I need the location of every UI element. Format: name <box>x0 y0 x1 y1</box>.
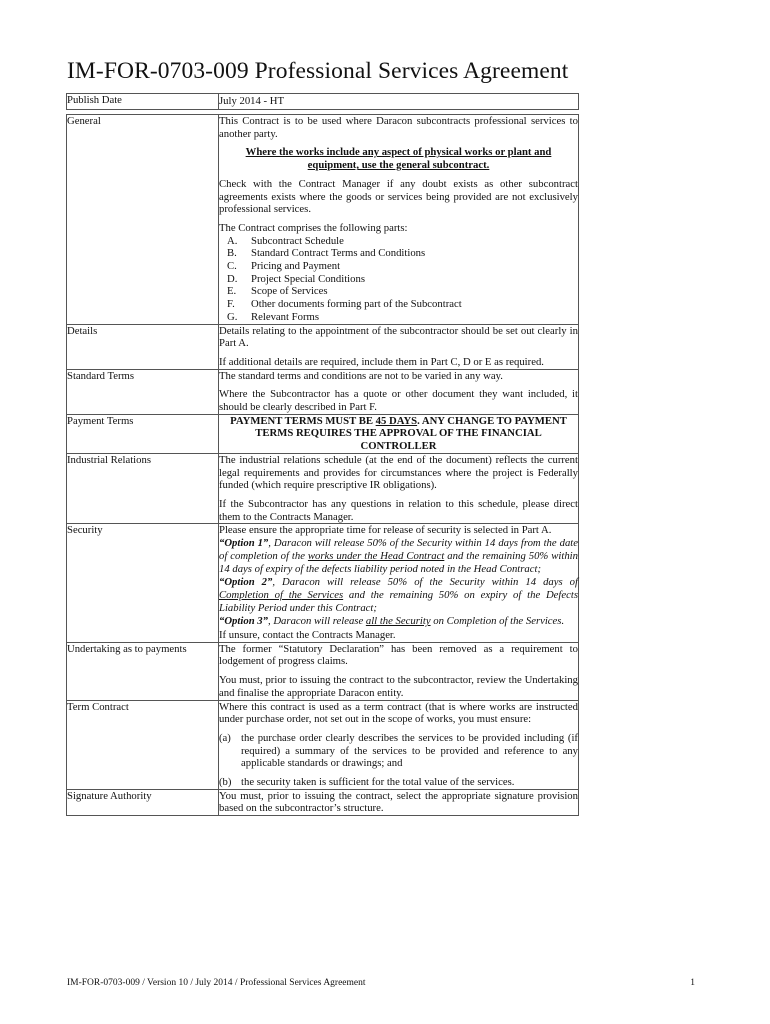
parts-list <box>227 235 578 324</box>
row-term-contract <box>67 700 579 789</box>
row-content-signature-authority <box>219 789 579 815</box>
list-item: A. Subcontract Schedule <box>227 234 344 247</box>
ir-text-1: The industrial relations schedule (at the end of the document) reflects the current legal requirements and provides for circumstances where the project is Federally funded (which require prescriptive IR obligations). <box>219 453 578 492</box>
list-item: C. Pricing and Payment <box>227 260 341 273</box>
publish-date-value: July 2014 - HT <box>219 94 579 110</box>
row-content-general <box>219 115 579 325</box>
standard-terms-text-1: The standard terms and conditions are not to be varied in any way. <box>219 369 503 382</box>
row-content-details <box>219 324 579 369</box>
ir-text-2: If the Subcontractor has any questions in relation to this schedule, please direct them to the Contracts Manager. <box>219 497 578 523</box>
list-item: B. Standard Contract Terms and Conditions <box>227 247 426 260</box>
row-label-industrial-relations: Industrial Relations <box>67 453 219 524</box>
row-label-term-contract: Term Contract <box>67 700 219 789</box>
guidance-table <box>66 114 579 816</box>
general-intro: This Contract is to be used where Daracon subcontracts professional services to another party. <box>219 115 578 140</box>
page-number: 1 <box>690 978 695 988</box>
row-content-undertaking <box>219 642 579 700</box>
row-security <box>67 524 579 642</box>
list-item: D. Project Special Conditions <box>227 272 365 285</box>
undertaking-text-2: You must, prior to issuing the contract to the subcontractor, review the Undertaking and finalise the appropriate Daracon entity. <box>219 674 578 699</box>
row-content-security <box>219 524 579 642</box>
general-warning: Where the works include any aspect of physical works or plant and equipment, use the general subcontract. <box>245 146 552 172</box>
security-option-3: “Option 3”, Daracon will release all the Security on Completion of the Services. <box>219 615 565 628</box>
row-general <box>67 115 579 325</box>
list-item: G. Relevant Forms <box>227 310 319 323</box>
row-industrial-relations <box>67 453 579 524</box>
row-label-general: General <box>67 115 219 325</box>
payment-days: 45 DAYS <box>375 414 418 427</box>
signature-text: You must, prior to issuing the contract, select the appropriate signature provision based on the subcontractor’s structure. <box>219 789 578 815</box>
row-signature-authority <box>67 789 579 815</box>
row-label-undertaking: Undertaking as to payments <box>67 642 219 700</box>
list-item: F. Other documents forming part of the Subcontract <box>227 298 462 311</box>
footer-document-info: IM-FOR-0703-009 / Version 10 / July 2014 / Professional Services Agreement <box>67 978 366 988</box>
security-option-1: “Option 1”, Daracon will release 50% of the Security within 14 days from the date of completion of the works under the Head Contract and the remaining 50% within 14 days of expiry of the defects liability period noted in the Head Contract; <box>219 537 578 575</box>
row-standard-terms <box>67 369 579 414</box>
row-label-standard-terms: Standard Terms <box>67 369 219 414</box>
row-label-security: Security <box>67 524 219 642</box>
term-contract-item-a: (a) the purchase order clearly describes the services to be provided including (if required) a summary of the services to be provided and reference to any applicable standards or drawings; and <box>219 731 578 770</box>
document-title: IM-FOR-0703-009 Professional Services Agreement <box>67 58 569 84</box>
term-contract-intro: Where this contract is used as a term contract (that is where works are instructed under purchase order, not set out in the scope of works, you must ensure: <box>219 700 578 726</box>
row-payment-terms <box>67 414 579 453</box>
row-label-details: Details <box>67 324 219 369</box>
details-text-1: Details relating to the appointment of the subcontractor should be set out clearly in Part A. <box>219 324 578 350</box>
row-content-standard-terms <box>219 369 579 414</box>
row-label-payment-terms: Payment Terms <box>67 414 219 453</box>
details-text-2: If additional details are required, include them in Part C, D or E as required. <box>219 355 544 368</box>
publish-date-table <box>66 93 579 110</box>
security-option-2: “Option 2”, Daracon will release 50% of the Security within 14 days of Completion of the Services and the remaining 50% on expiry of the Defects Liability Period under this Contract; <box>219 576 578 614</box>
row-content-payment-terms <box>219 414 579 453</box>
list-item: E. Scope of Services <box>227 285 328 298</box>
standard-terms-text-2: Where the Subcontractor has a quote or other document they want included, it should be clearly described in Part F. <box>219 388 578 414</box>
row-undertaking <box>67 642 579 700</box>
general-check: Check with the Contract Manager if any doubt exists as other subcontract agreements exists where the goods or services being provided are not exclusively professional services. <box>219 177 578 216</box>
page-footer <box>67 978 695 988</box>
undertaking-text-1: The former “Statutory Declaration” has been removed as a requirement to lodgement of progress claims. <box>219 642 578 668</box>
row-label-signature-authority: Signature Authority <box>67 789 219 815</box>
general-parts-intro: The Contract comprises the following parts: <box>219 221 408 234</box>
payment-terms-notice: PAYMENT TERMS MUST BE 45 DAYS. ANY CHANGE TO PAYMENT TERMS REQUIRES THE APPROVAL OF THE FINANCIAL CONTROLLER <box>230 414 567 453</box>
row-content-industrial-relations <box>219 453 579 524</box>
security-intro: Please ensure the appropriate time for release of security is selected in Part A. <box>219 524 552 537</box>
row-content-term-contract <box>219 700 579 789</box>
publish-date-label: Publish Date <box>67 94 219 110</box>
security-contact: If unsure, contact the Contracts Manager. <box>219 629 396 642</box>
term-contract-item-b: (b) the security taken is sufficient for the total value of the services. <box>219 776 515 789</box>
row-details <box>67 324 579 369</box>
